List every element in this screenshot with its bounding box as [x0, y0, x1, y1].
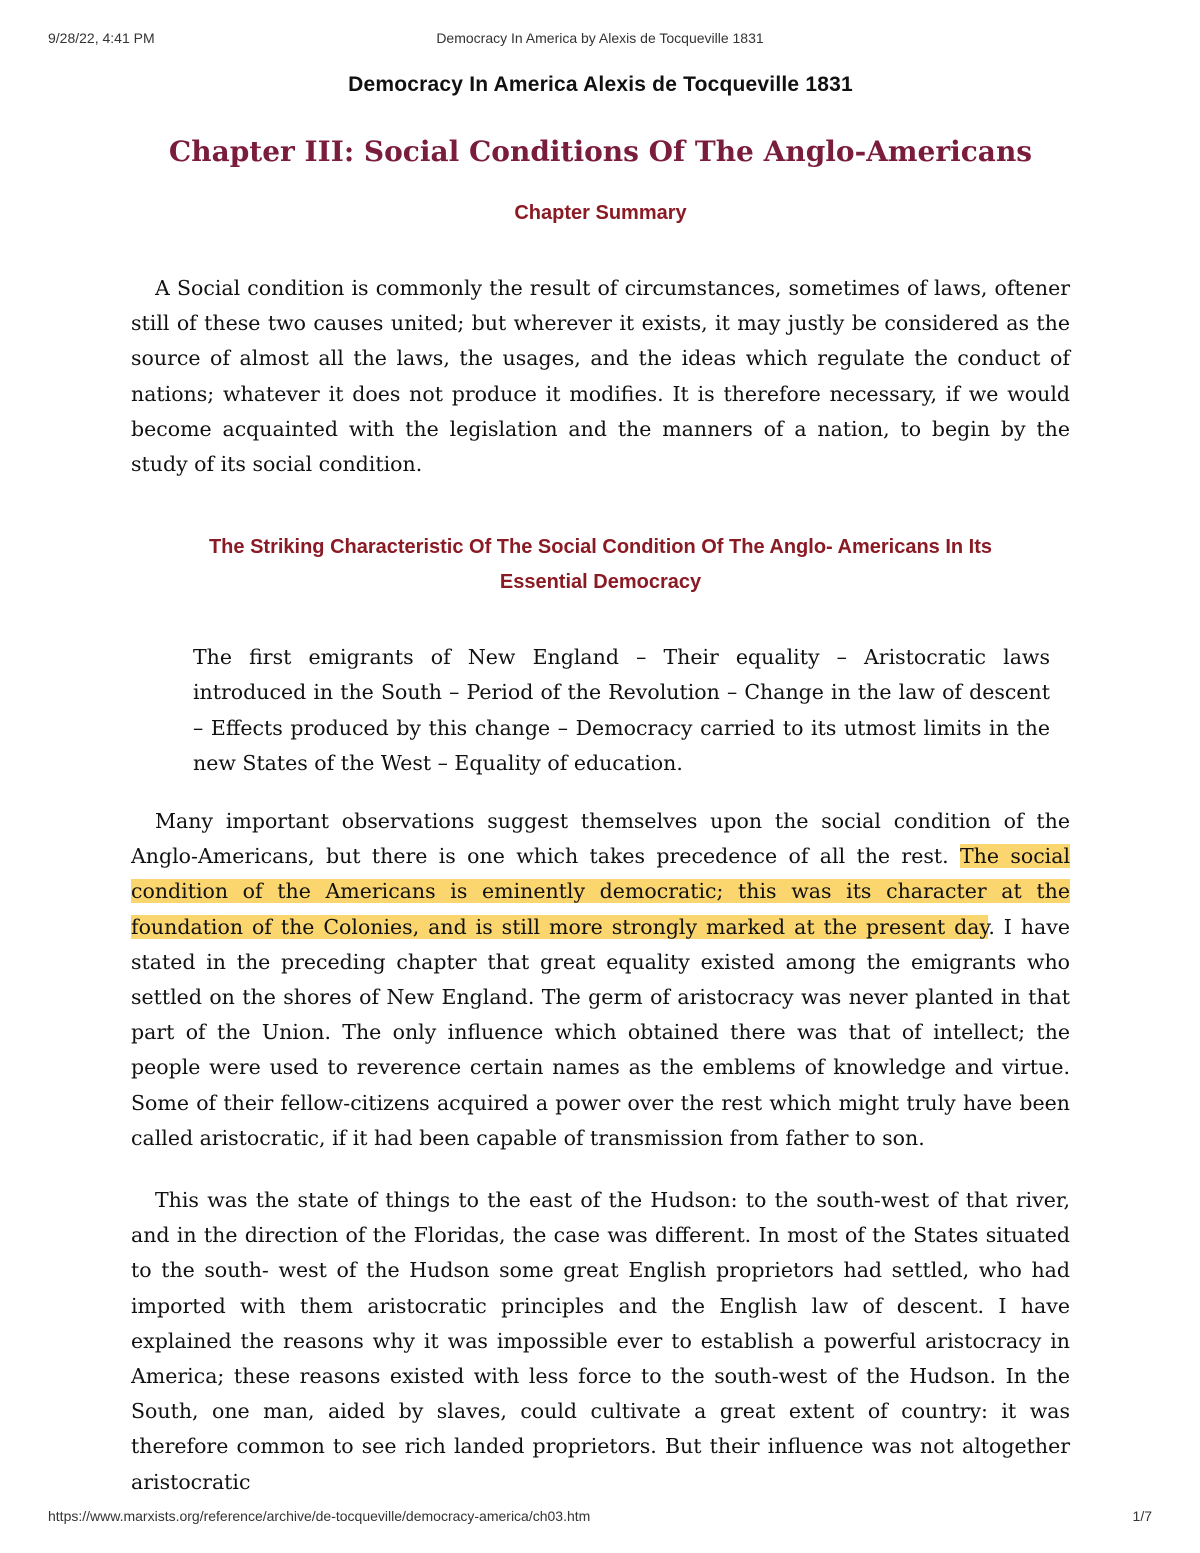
- paragraph-text: . I have stated in the preceding chapter that great equality existed among the emigrants who settled on the shores of New England. The germ of aristocracy was never planted in that part of the Union. The only influence which obtained there was that of intellect; the people were used to reverence certain names as the emblems of knowledge and virtue. Some of their fellow-citizens acquired a power over the rest which might truly have been called aristocratic, if it had been capable of transmission from father to son.: [131, 914, 1070, 1150]
- summary-paragraph: A Social condition is commonly the result of circumstances, sometimes of laws, oftener still of these two causes united; but wherever it exists, it may justly be considered as the source of almost all the laws, the usages, and the ideas which regulate the conduct of nations; whatever it does not produce it modifies. It is therefore necessary, if we would become acquainted with the legislation and the manners of a nation, to begin by the study of its social condition.: [131, 276, 1070, 477]
- book-title: Democracy In America Alexis de Tocqueville 1831: [348, 73, 853, 96]
- section-summary-quote: The first emigrants of New England – Their equality – Aristocratic laws introduced in the South – Period of the Revolution – Change in the law of descent – Effects produced by this change – Democracy carried to its utmost limits in the new States of the West – Equality of education.: [193, 645, 1050, 775]
- paragraph-text: Many important observations suggest themselves upon the social condition of the Anglo-Americans, but there is one which takes precedence of all the rest.: [131, 809, 1070, 869]
- print-header: [48, 30, 1152, 52]
- section-heading-line-2: Essential Democracy: [499, 571, 702, 594]
- source-url: https://www.marxists.org/reference/archive/de-tocqueville/democracy-america/ch03.htm: [48, 1508, 591, 1524]
- print-datetime: 9/28/22, 4:41 PM: [48, 30, 155, 46]
- print-doc-title: Democracy In America by Alexis de Tocqueville 1831: [436, 30, 764, 46]
- print-footer: [48, 1508, 1152, 1530]
- document-body: [131, 70, 1070, 1500]
- page-indicator: 1/7: [1132, 1508, 1152, 1524]
- chapter-title: Chapter III: Social Conditions Of The Anglo-Americans: [168, 135, 1033, 168]
- section-heading: [131, 530, 1070, 600]
- body-paragraph-1: [131, 804, 1070, 1156]
- highlighted-text[interactable]: The social condition of the Americans is eminently democratic; this was its character at the foundation of the Colonies, and is still more strongly marked at the present day: [131, 844, 1071, 939]
- chapter-summary-heading: Chapter Summary: [514, 202, 687, 224]
- section-heading-line-1: The Striking Characteristic Of The Social Condition Of The Anglo- Americans In Its: [208, 536, 993, 559]
- body-paragraph-2: This was the state of things to the east of the Hudson: to the south-west of that river, and in the direction of the Floridas, the case was different. In most of the States situated to the south- west of the Hudson some great English proprietors had settled, who had imported with them aristocratic principles and the English law of descent. I have explained the reasons why it was impossible ever to establish a powerful aristocracy in America; these reasons existed with less force to the south-west of the Hudson. In the South, one man, aided by slaves, could cultivate a great extent of country: it was therefore common to see rich landed proprietors. But their influence was not altogether aristocratic: [131, 1188, 1070, 1494]
